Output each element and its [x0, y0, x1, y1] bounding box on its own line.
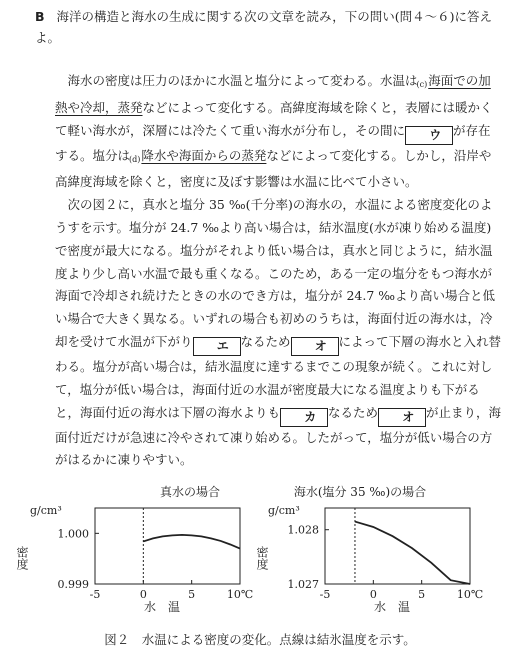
- blank-o-2: オ: [378, 408, 426, 427]
- question-header: [35, 6, 505, 48]
- text-run: が止まり，海面付近だけが急速に冷やされて凍り始める。したがって，塩分が低い場合の方がはるかに凍りやすい。: [55, 404, 502, 468]
- blank-e: エ: [193, 337, 241, 356]
- y-unit: g/cm³: [268, 504, 300, 517]
- chart-seawater: [255, 484, 483, 614]
- x-label: 水 温: [373, 600, 411, 614]
- density-curve: [143, 535, 240, 549]
- x-tick-label: 10℃: [226, 588, 254, 601]
- text-run: などによって変化する。しかし，沿岸や高緯度海域を除くと，密度に及ぼす影響は水温に比べて小さい。: [55, 147, 492, 190]
- plot-area: [58, 508, 254, 601]
- x-label: 水 温: [143, 600, 181, 614]
- plot-area: [288, 508, 484, 601]
- section-label: B: [35, 9, 45, 24]
- mark-d: (d): [129, 154, 141, 164]
- y-label: 密度: [255, 546, 269, 570]
- underline-c: 海面での加熱や冷却，蒸発: [55, 73, 491, 115]
- text-run: 次の図２に，真水と塩分 35 ‰(千分率)の海水の，水温による密度変化のようすを示す。塩分が 24.7 ‰より高い場合は，結氷温度(水が凍り始める温度)で密度が最大になる。塩分がそれより低い場合は，真水と同じように，結氷温度より少し高い水温で最も重くなる。このため，ある一定の塩分をもつ海水が海面で冷却され続けたときの水のでき方は，塩分が 24.7 ‰より高い場合と低い場合で大きく異なる。いずれの場合も初めのうちは，海面付近の海水は，冷却を受けて水温が下がり: [55, 197, 496, 349]
- text-run: が存在する。塩分は: [55, 122, 491, 163]
- figure-caption: 図２ 水温による密度の変化。点線は結氷温度を示す。: [104, 632, 416, 647]
- y-unit: g/cm³: [30, 504, 62, 517]
- x-tick-label: -5: [89, 588, 101, 601]
- figure-2: [0, 484, 520, 624]
- text-run: によって下層の海水と入れ替わる。塩分が高い場合は，結氷温度に達するまでこの現象が続く。これに対して，塩分が低い場合は，海面付近の水温が密度最大になる温度よりも下がると，海面付近の海水は下層の海水よりも: [55, 333, 502, 420]
- blank-ka: カ: [280, 408, 328, 427]
- header-text: 海洋の構造と海水の生成に関する次の文章を読み，下の問い(問４～６)に答えよ。: [35, 9, 493, 45]
- passage: [55, 70, 503, 472]
- mark-c: (c): [416, 80, 428, 89]
- density-curve: [355, 522, 470, 584]
- paragraph-1: [55, 70, 503, 194]
- y-label: 密度: [15, 546, 29, 570]
- text-run: なるため: [240, 333, 291, 349]
- y-tick-label: 1.000: [57, 527, 89, 541]
- plot-frame: [325, 508, 470, 584]
- text-run: などによって変化する。高緯度海域を除くと，表層には暖かくて軽い海水が，深層には冷たくて重い海水が分布し，その間に: [55, 99, 493, 138]
- chart-title: 真水の場合: [159, 485, 221, 499]
- blank-u: ウ: [405, 126, 453, 145]
- y-tick-label: 1.027: [287, 578, 319, 591]
- text-run: なるため: [328, 404, 379, 420]
- chart-title: 海水(塩分 35 ‰)の場合: [293, 485, 427, 499]
- x-tick-label: 0: [139, 588, 147, 601]
- y-tick-label: 1.028: [287, 523, 319, 537]
- x-tick-label: 10℃: [456, 588, 484, 601]
- paragraph-2: [55, 194, 503, 472]
- x-tick-label: -5: [319, 588, 331, 601]
- chart-fresh-water: [15, 484, 253, 614]
- x-tick-label: 0: [369, 588, 377, 601]
- underline-d: 降水や海面からの蒸発: [141, 147, 267, 163]
- x-tick-label: 5: [188, 588, 196, 601]
- y-tick-label: 0.999: [57, 578, 89, 591]
- text-run: 海水の密度は圧力のほかに水温と塩分によって変わる。水温は: [67, 73, 418, 88]
- blank-o: オ: [291, 337, 339, 356]
- plot-frame: [95, 508, 240, 584]
- x-tick-label: 5: [418, 588, 426, 601]
